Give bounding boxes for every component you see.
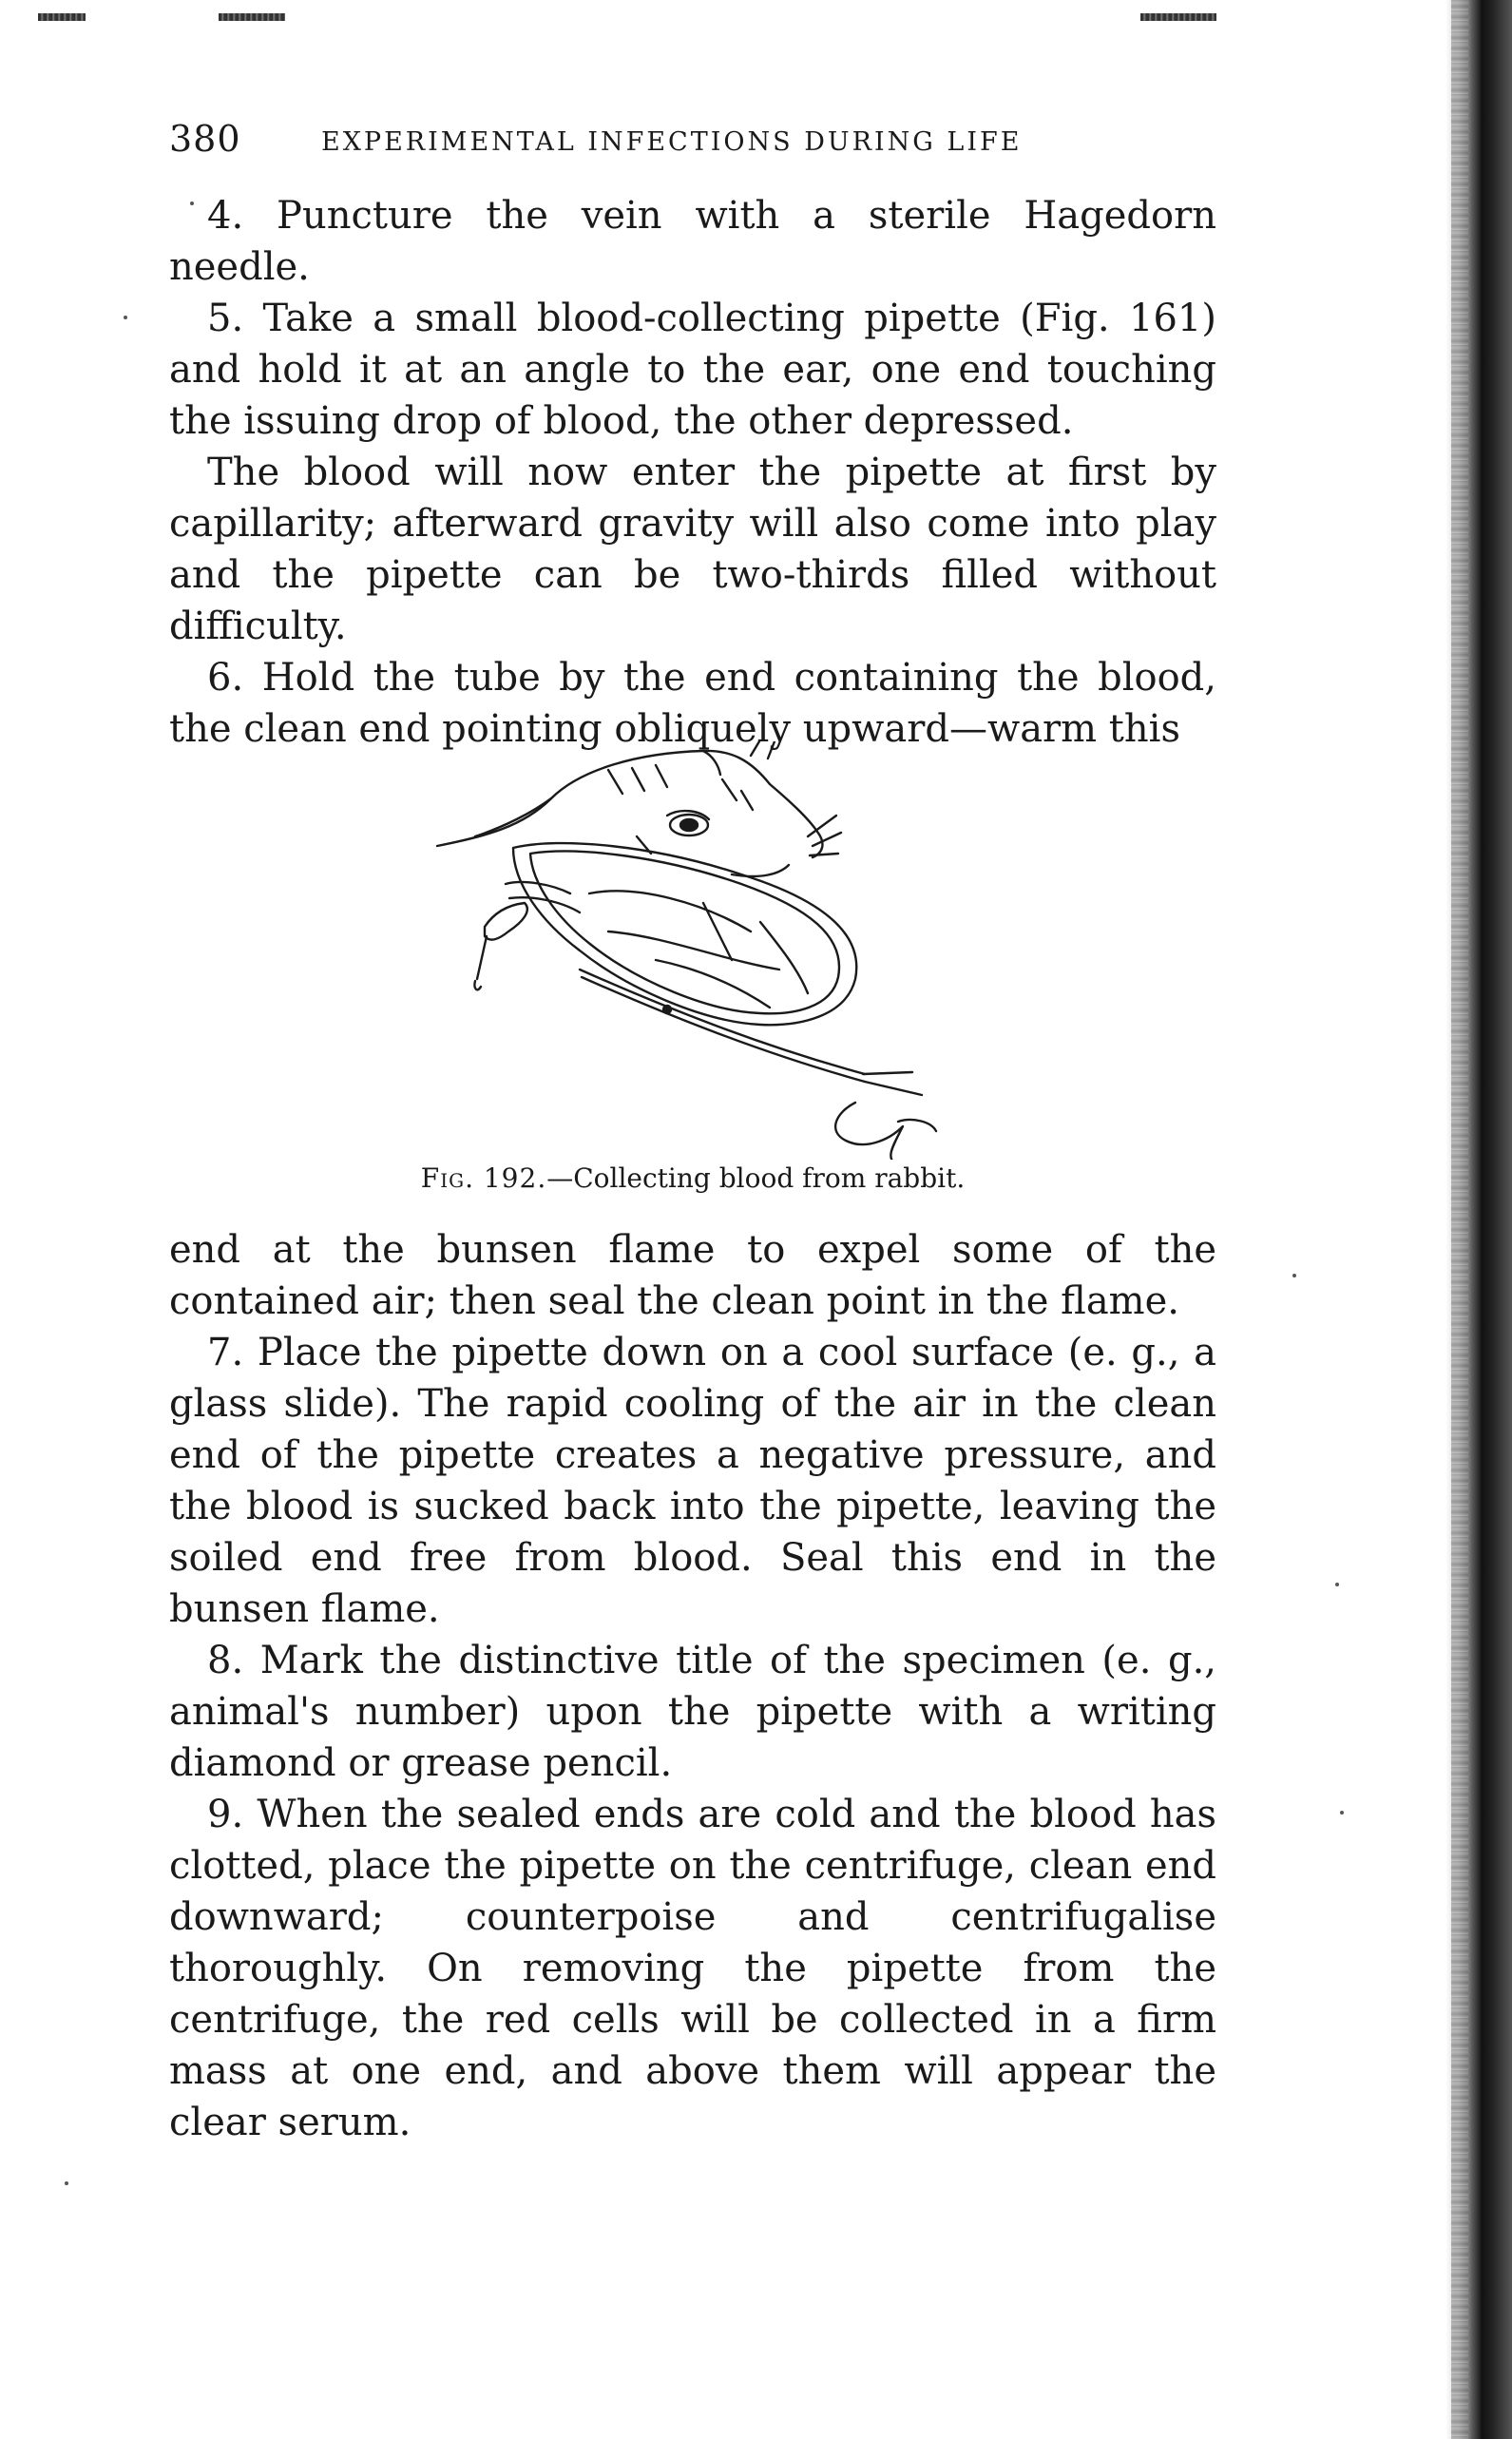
paragraph-step-4: 4. Puncture the vein with a sterile Hagedorn needle. [169, 194, 1216, 289]
scan-speck [1335, 1583, 1339, 1586]
figure-caption [169, 1162, 1216, 1196]
scan-artifact-top-left [38, 13, 86, 21]
scan-speck [65, 2181, 68, 2185]
paragraph-step-8: 8. Mark the distinctive title of the specimen (e. g., animal's number) upon the pipette with a writing diamond or grease pencil. [169, 1639, 1216, 1785]
rabbit-blood-collection-drawing [418, 741, 988, 1160]
figure-label: Fig. 192. [420, 1162, 547, 1194]
scan-speck [124, 316, 127, 319]
paragraph-step-5: 5. Take a small blood-collecting pipette (Fig. 161) and hold it at an angle to the ear, one end touching the issuing drop of blood, the other depressed. [169, 297, 1216, 443]
paragraph-step-6: 6. Hold the tube by the end containing the blood, the clean end pointing obliquely upward—warm this [169, 656, 1216, 751]
running-head: EXPERIMENTAL INFECTIONS DURING LIFE [321, 127, 1023, 157]
body-text-after-figure [169, 1224, 1216, 2148]
paragraph-step-9: 9. When the sealed ends are cold and the blood has clotted, place the pipette on the centrifuge, clean end downward; counterpoise and centrifugalise thoroughly. On removing the pipette from the centrifuge, the red cells will be collected in a firm mass at one end, and above them will appear the clear serum. [169, 1793, 1216, 2144]
figure-caption-text: —Collecting blood from rabbit. [546, 1162, 966, 1194]
paragraph-capillarity: The blood will now enter the pipette at first by capillarity; afterward gravity will also come into play and the pipette can be two-thirds filled without difficulty. [169, 451, 1216, 648]
scan-artifact-top-center [219, 13, 285, 21]
rabbit-illustration [418, 741, 988, 1160]
paragraph-step-7: 7. Place the pipette down on a cool surface (e. g., a glass slide). The rapid cooling of the air in the clean end of the pipette creates a negative pressure, and the blood is sucked back into the pipette, leaving the soiled end free from blood. Seal this end in the bunsen flame. [169, 1331, 1216, 1631]
paragraph-step-6-continued: end at the bunsen flame to expel some of the contained air; then seal the clean point in the flame. [169, 1228, 1216, 1323]
scan-speck [190, 202, 194, 205]
scan-speck [1292, 1274, 1296, 1277]
page-number: 380 [169, 118, 241, 160]
body-text-before-figure [169, 190, 1216, 755]
page-header [169, 118, 1224, 169]
scan-speck [1340, 1811, 1344, 1815]
scan-binding-edge [1445, 0, 1512, 2439]
scan-artifact-top-right [1140, 13, 1216, 21]
